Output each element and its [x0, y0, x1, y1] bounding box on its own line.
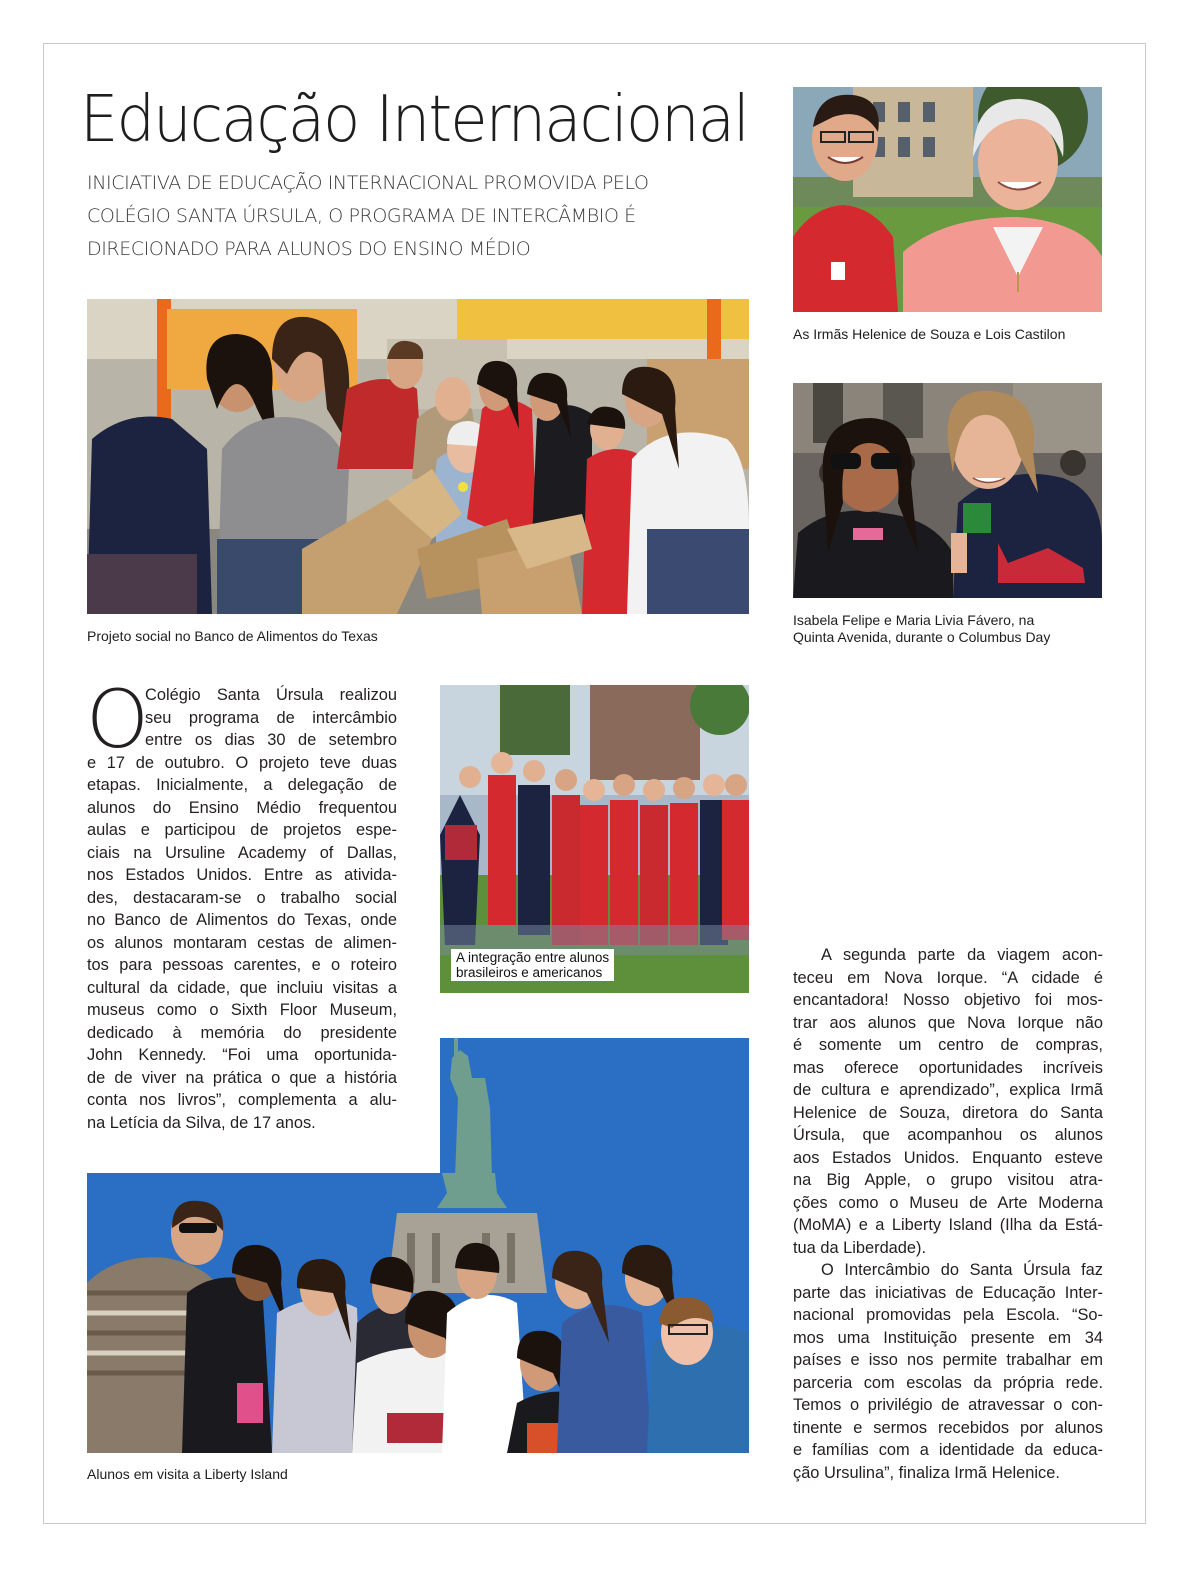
body-line: de de viver na prática o que a história	[87, 1068, 397, 1087]
body-line: tinente e sermos recebidos por alunos	[793, 1418, 1103, 1437]
body-line: no Banco de Alimentos do Texas, onde	[87, 911, 397, 929]
body-line: A segunda parte da viagem acon-	[821, 946, 1103, 964]
caption-integration	[451, 949, 614, 981]
body-line: trar aos alunos que Nova Iorque não	[793, 1013, 1103, 1032]
body-line: dedicado à memória do presidente	[87, 1023, 397, 1042]
subtitle-line: DIRECIONADO PARA ALUNOS DO ENSINO MÉDIO	[87, 238, 531, 260]
caption-integration-line: A integração entre alunos	[456, 950, 610, 965]
body-line: des, destacaram-se o trabalho social	[87, 888, 397, 907]
photo-liberty-group	[87, 1173, 749, 1453]
photo-fifth-avenue	[793, 383, 1102, 598]
body-line: nacional promovidas pela Escola. “So-	[793, 1306, 1103, 1324]
subtitle-line: COLÉGIO SANTA ÚRSULA, O PROGRAMA DE INTERCÂMBIO É	[87, 205, 636, 227]
body-line: John Kennedy. “Foi uma oportunida-	[87, 1046, 397, 1064]
body-line: entre os dias 30 de setembro	[145, 731, 397, 749]
body-line: encantadora! Nosso objetivo foi mos-	[793, 991, 1103, 1009]
body-line: Temos o privilégio de atravessar o con-	[793, 1396, 1103, 1414]
caption-sisters	[793, 326, 1065, 343]
caption-food-bank-text: Projeto social no Banco de Alimentos do Texas	[87, 628, 378, 644]
body-line: nos Estados Unidos. Entre as ativida-	[87, 866, 397, 884]
body-line: ção Ursulina”, finaliza Irmã Helenice.	[793, 1463, 1060, 1482]
body-line: parceria com escolas da própria rede.	[793, 1373, 1103, 1392]
caption-food-bank	[87, 628, 378, 645]
body-line: ciais na Ursuline Academy of Dallas,	[87, 843, 397, 862]
subtitle-line: INICIATIVA DE EDUCAÇÃO INTERNACIONAL PROMOVIDA PELO	[87, 172, 649, 194]
caption-integration-line: brasileiros e americanos	[456, 965, 603, 980]
body-line: Helenice de Souza, diretora do Santa	[793, 1103, 1103, 1122]
body-line: parte das iniciativas de Educação Inter-	[793, 1283, 1103, 1302]
body-line: alunos do Ensino Médio frequentou	[87, 798, 397, 817]
caption-fifth-avenue-line: Isabela Felipe e Maria Livia Fávero, na	[793, 612, 1035, 628]
body-line: Úrsula, que acompanhou os alunos	[793, 1126, 1103, 1144]
caption-liberty-text: Alunos em visita a Liberty Island	[87, 1466, 288, 1482]
article-column-1	[87, 684, 397, 1134]
caption-sisters-text: As Irmãs Helenice de Souza e Lois Castilon	[793, 326, 1066, 342]
photo-food-bank	[87, 299, 749, 614]
body-line: teceu em Nova Iorque. “A cidade é	[793, 968, 1103, 987]
article-subtitle	[87, 167, 737, 266]
body-line: ções como o Museu de Arte Moderna	[793, 1193, 1103, 1212]
body-line: países e isso nos permite trabalhar em	[793, 1351, 1103, 1369]
body-line: Colégio Santa Úrsula realizou	[145, 686, 397, 704]
body-line: mos uma Instituição presente em 34	[793, 1328, 1103, 1347]
body-line: O Intercâmbio do Santa Úrsula faz	[821, 1261, 1103, 1279]
photo-integration	[440, 685, 749, 993]
body-line: seu programa de intercâmbio	[145, 708, 397, 727]
body-line: etapas. Inicialmente, a delegação de	[87, 776, 397, 794]
body-line: mas oferece oportunidades incríveis	[793, 1058, 1103, 1077]
body-line: de cultura e aprendizado”, explica Irmã	[793, 1081, 1103, 1099]
body-line: na Letícia da Silva, de 17 anos.	[87, 1113, 316, 1132]
body-line: tos para pessoas carentes, e o roteiro	[87, 956, 397, 974]
body-line: na Big Apple, o grupo visitou atra-	[793, 1171, 1103, 1189]
photo-liberty-statue-sky	[440, 1038, 749, 1178]
body-line: conta nos livros”, complementa a alu-	[87, 1091, 397, 1109]
article-title: Educação Internacional	[80, 83, 748, 157]
caption-fifth-avenue-line: Quinta Avenida, durante o Columbus Day	[793, 629, 1051, 645]
photo-sisters	[793, 87, 1102, 312]
body-line: os alunos montaram cestas de alimen-	[87, 933, 397, 952]
body-line: e famílias com a identidade da educa-	[793, 1441, 1103, 1459]
body-line: aos Estados Unidos. Enquanto esteve	[793, 1148, 1103, 1167]
body-line: cultural da cidade, que incluiu visitas a	[87, 978, 397, 997]
body-line: (MoMA) e a Liberty Island (Ilha da Está-	[793, 1216, 1103, 1234]
article-column-2	[793, 944, 1103, 1484]
body-line: tua da Liberdade).	[793, 1238, 927, 1257]
body-line: é somente um centro de compras,	[793, 1036, 1103, 1054]
body-line: e 17 de outubro. O projeto teve duas	[87, 753, 397, 772]
body-line: museus como o Sixth Floor Museum,	[87, 1001, 397, 1019]
body-line: aulas e participou de projetos espe-	[87, 821, 397, 839]
caption-liberty	[87, 1466, 288, 1483]
drop-cap: O	[86, 673, 149, 766]
caption-fifth-avenue	[793, 612, 1050, 646]
